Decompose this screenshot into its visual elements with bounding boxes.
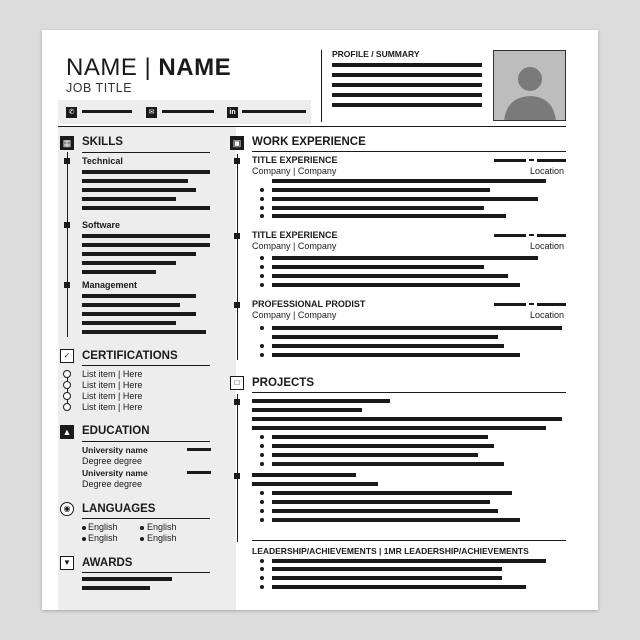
date-dash (529, 159, 534, 161)
project-line (272, 453, 478, 457)
date-placeholder (537, 303, 566, 306)
job-line (272, 283, 520, 287)
profile-line (332, 63, 482, 67)
bullet (260, 188, 264, 192)
name-last: NAME (158, 54, 232, 81)
company: Company | Company (252, 166, 337, 176)
date-placeholder (494, 234, 526, 237)
bullet (260, 353, 264, 357)
company: Company | Company (252, 310, 337, 320)
university-name: University name (82, 468, 148, 478)
skill-line (82, 303, 180, 307)
checkbox-icon: ✓ (60, 349, 74, 363)
profile-line (332, 73, 482, 77)
list-marker-icon (63, 381, 71, 389)
leadership-line (272, 585, 526, 589)
linkedin-placeholder (242, 110, 306, 113)
leadership-line (272, 559, 546, 563)
bullet (260, 462, 264, 466)
language-item: English (147, 533, 177, 543)
email-placeholder (162, 110, 214, 113)
project-line (252, 482, 378, 486)
section-rule (82, 152, 210, 153)
language-item: English (147, 522, 177, 532)
date-placeholder (494, 303, 526, 306)
award-line (82, 586, 150, 590)
cert-item: List item | Here (82, 380, 143, 390)
degree: Degree degree (82, 479, 143, 489)
project-line (272, 435, 488, 439)
job-line (272, 265, 484, 269)
bullet (260, 585, 264, 589)
skill-line (82, 252, 196, 256)
resume-page (42, 30, 598, 610)
project-line (252, 408, 362, 412)
profile-title: PROFILE / SUMMARY (332, 49, 420, 59)
project-line (252, 417, 562, 421)
job-title: TITLE EXPERIENCE (252, 230, 338, 240)
folder-icon: □ (230, 376, 244, 390)
job-title: TITLE EXPERIENCE (252, 155, 338, 165)
name-first: NAME | (66, 54, 152, 81)
timeline-marker (234, 399, 240, 405)
project-title-line (252, 399, 390, 403)
timeline-marker (64, 282, 70, 288)
cert-item: List item | Here (82, 391, 143, 401)
language-item: English (88, 522, 118, 532)
bullet (82, 526, 86, 530)
profile-line (332, 83, 482, 87)
skills-timeline (67, 152, 68, 337)
bullet (260, 509, 264, 513)
skill-line (82, 197, 176, 201)
language-item: English (88, 533, 118, 543)
skill-line (82, 294, 196, 298)
bullet (260, 256, 264, 260)
skill-line (82, 206, 210, 210)
job-line (272, 188, 490, 192)
location: Location (530, 241, 565, 251)
bullet (260, 435, 264, 439)
bullet (82, 537, 86, 541)
cert-timeline (67, 373, 68, 407)
skill-line (82, 312, 196, 316)
awards-title: AWARDS (82, 557, 133, 569)
timeline-marker (234, 473, 240, 479)
job-line (272, 206, 484, 210)
phone-placeholder (82, 110, 132, 113)
email-icon: ✉ (146, 107, 157, 118)
trophy-icon: ▼ (60, 556, 74, 570)
job-line (272, 256, 538, 260)
project-line (272, 500, 490, 504)
project-line (272, 444, 494, 448)
project-line (272, 462, 504, 466)
section-rule (252, 540, 566, 541)
languages-title: LANGUAGES (82, 503, 156, 515)
bullet (260, 500, 264, 504)
bullet (140, 526, 144, 530)
bullet (260, 559, 264, 563)
bullet (260, 326, 264, 330)
bullet (260, 214, 264, 218)
skill-line (82, 234, 210, 238)
job-line (272, 214, 506, 218)
candidate-name (66, 54, 231, 82)
timeline-marker (64, 158, 70, 164)
degree: Degree degree (82, 456, 143, 466)
skill-group-label: Management (82, 280, 138, 290)
linkedin-icon: in (227, 107, 238, 118)
skill-group-label: Software (82, 220, 121, 230)
project-title-line (252, 473, 356, 477)
skill-line (82, 321, 176, 325)
timeline-marker (234, 233, 240, 239)
location: Location (530, 310, 565, 320)
skill-line (82, 330, 206, 334)
job-title: JOB TITLE (66, 81, 133, 95)
project-line (272, 518, 520, 522)
profile-line (332, 93, 482, 97)
section-rule (252, 392, 566, 393)
job-line (272, 197, 538, 201)
bullet (260, 567, 264, 571)
bullet (260, 576, 264, 580)
location: Location (530, 166, 565, 176)
date-dash (529, 234, 534, 236)
date-dash (529, 303, 534, 305)
job-line (272, 326, 562, 330)
cert-item: List item | Here (82, 402, 143, 412)
list-marker-icon (63, 370, 71, 378)
job-line (272, 274, 508, 278)
cert-item: List item | Here (82, 369, 143, 379)
bullet (140, 537, 144, 541)
job-line (272, 344, 504, 348)
skill-line (82, 188, 196, 192)
header-rule (58, 126, 566, 127)
bullet (260, 265, 264, 269)
job-line (272, 353, 520, 357)
education-title: EDUCATION (82, 425, 150, 437)
job-title: PROFESSIONAL PRODIST (252, 299, 366, 309)
date-placeholder (537, 234, 566, 237)
leadership-line (272, 576, 502, 580)
timeline-marker (234, 302, 240, 308)
bullet (260, 206, 264, 210)
skill-line (82, 243, 210, 247)
section-rule (252, 151, 566, 152)
project-line (252, 426, 546, 430)
skill-line (82, 270, 156, 274)
date-placeholder (494, 159, 526, 162)
grid-icon: ▦ (60, 136, 74, 150)
project-line (272, 491, 512, 495)
bullet (260, 344, 264, 348)
skills-title: SKILLS (82, 136, 123, 148)
leadership-line (272, 567, 502, 571)
skill-line (82, 261, 176, 265)
projects-title: PROJECTS (252, 377, 314, 389)
edu-year-placeholder (187, 471, 211, 474)
project-line (272, 509, 498, 513)
bullet (260, 274, 264, 278)
header-divider (321, 50, 322, 122)
section-rule (82, 365, 210, 366)
skill-line (82, 170, 210, 174)
leadership-title: LEADERSHIP/ACHIEVEMENTS | 1MR LEADERSHIP/ACHIEVEMENTS (252, 546, 529, 556)
work-title: WORK EXPERIENCE (252, 136, 366, 148)
skill-group-label: Technical (82, 156, 123, 166)
job-line (272, 179, 546, 183)
list-marker-icon (63, 392, 71, 400)
briefcase-icon: ▣ (230, 136, 244, 150)
university-name: University name (82, 445, 148, 455)
avatar-icon (494, 51, 566, 121)
phone-icon: ✆ (66, 107, 77, 118)
section-rule (82, 518, 210, 519)
section-rule (82, 441, 210, 442)
section-rule (82, 572, 210, 573)
bullet (260, 518, 264, 522)
bullet (260, 453, 264, 457)
bullet (260, 444, 264, 448)
bullet (260, 197, 264, 201)
date-placeholder (537, 159, 566, 162)
bullet (260, 283, 264, 287)
edu-year-placeholder (187, 448, 211, 451)
globe-icon: ◉ (60, 502, 74, 516)
timeline-marker (64, 222, 70, 228)
bullet (260, 491, 264, 495)
work-timeline (237, 154, 238, 360)
timeline-marker (234, 158, 240, 164)
profile-photo (493, 50, 566, 121)
graduation-cap-icon: ▲ (60, 425, 74, 439)
certifications-title: CERTIFICATIONS (82, 350, 178, 362)
job-line (272, 335, 498, 339)
company: Company | Company (252, 241, 337, 251)
skill-line (82, 179, 188, 183)
award-line (82, 577, 172, 581)
profile-line (332, 103, 482, 107)
projects-timeline (237, 394, 238, 542)
list-marker-icon (63, 403, 71, 411)
